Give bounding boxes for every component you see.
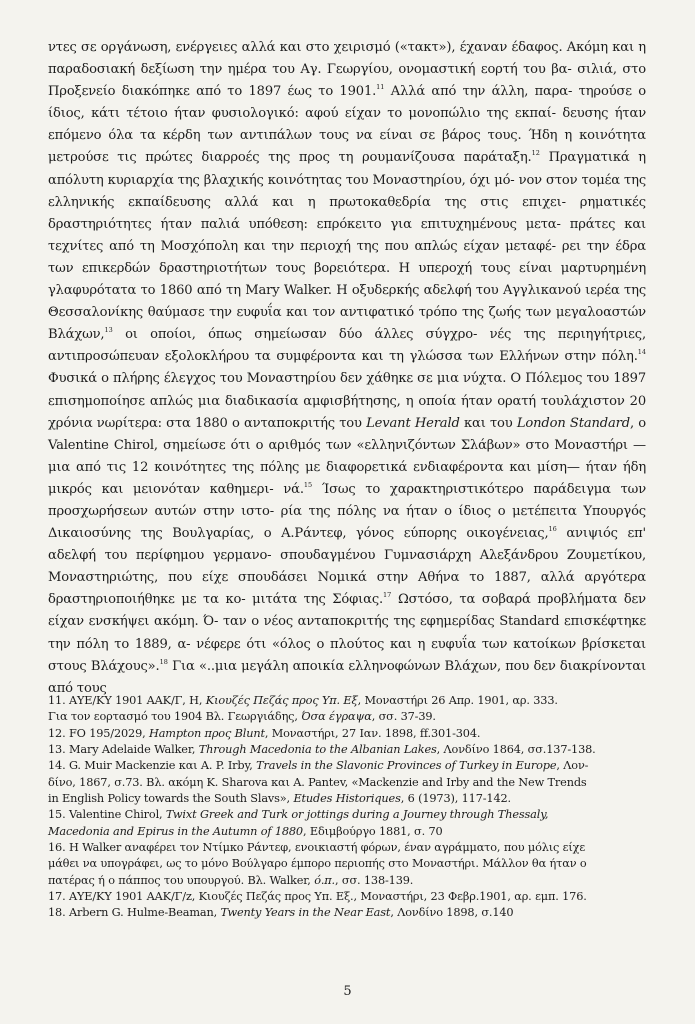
text-run: , Λονδίνο 1898, σ.140 (390, 906, 514, 920)
text-run: πατέρας ή ο πάππος του υπουργού. Βλ. Walker, (48, 873, 315, 887)
footnote-line (48, 906, 513, 919)
footnote-reference: 12 (531, 149, 540, 158)
footnote (48, 905, 648, 921)
body-line (48, 40, 608, 55)
italic-text: Κιουζές Πεζάς προς Υπ. Εξ (205, 694, 358, 707)
text-run: νον στον τομέα της ελληνικής εκπαίδευσης αλλά και η πρωτοκαθεδρία της στις επιχει- (48, 172, 646, 210)
text-run: οι οποίοι, όπως σημείωσαν δύο άλλες σύγχρο- (112, 327, 478, 343)
text-run: μαρτυρημένη γλαφυρότατα το 1860 από τη Mary Walker. Η οξυδερκής αδελφή του (48, 260, 647, 299)
footnote-reference: 17 (383, 591, 392, 600)
italic-text: Travels in the Slavonic Provinces of Turkey in Europe (256, 759, 557, 773)
text-run: Ωστόσο, τα σοβαρά προβλήματα δεν είχαν ενσκήψει ακόμη. Ό- (48, 592, 646, 630)
text-run: , 6 (1973), 117-142. (400, 792, 511, 806)
footnotes (48, 693, 648, 922)
text-run: ρία της πόλης να ήταν ο ίδιος ο μετέπειτα Υπουργός Δικαιοσύνης της Βουλγαρίας, ο (48, 503, 646, 542)
footnote (48, 726, 648, 742)
text-run: ρηματικές δραστηριότητες ήταν παλιά υπόθεση: επρόκειτο για επιτυχημένους μετα- (48, 194, 646, 232)
italic-text: Twixt Greek and Turk or jottings during a Journey through Thessaly, (165, 808, 549, 822)
text-run: και του (459, 415, 517, 431)
text-run: δίνο, 1867, σ.73. Βλ. ακόμη K. Sharova και A. Pantev, «Mackenzie and Irby and the New Trends (48, 775, 587, 789)
text-run: ανιψιός επ' αδελφή του περίφημου γερμανο- (48, 526, 647, 564)
text-run: , Μοναστήρι, 27 Ιαν. 1898, ff.301-304. (264, 726, 481, 740)
italic-text: Levant Herald (366, 415, 460, 431)
footnote-line (48, 890, 587, 903)
italic-text: Twenty Years in the Near East (220, 906, 391, 920)
footnote-reference: 16 (548, 525, 557, 534)
footnote (48, 840, 648, 889)
text-run: Αλλά από την άλλη, παρα- (384, 84, 573, 100)
text-run: ντες σε οργάνωση, ενέργειες αλλά και στο χειρισμό («τακτ»), έχαναν έδαφος. Ακόμη (48, 40, 608, 55)
italic-text: Macedonia and Epirus in the Autumn of 1880 (48, 824, 303, 838)
text-run: μια νύχτα. Ο Πόλεμος του 1897 επισημοποίησε απλώς μια διαδικασία αμφισβήτησης, (48, 371, 646, 409)
text-run: των «ελληνιζόντων Σλάβων» στο Μοναστήρι —μια από τις 12 κοινότητες της πόλης (48, 437, 646, 475)
footnote-line (48, 776, 587, 789)
text-run: σπουδαγμένου Γυμνασιάρχη Αλεξάνδρου Ζουμετίκου, Μοναστηριώτης, που είχε (48, 548, 646, 586)
footnote-reference: 11 (376, 83, 385, 92)
text-run: 13. Mary Adelaide Walker, (48, 743, 199, 757)
footnote-line (48, 727, 480, 740)
text-run: τηρούσε ο ίδιος, κάτι τέτοιο ήταν φυσιολογικό: αφού είχαν το μονοπώλιο της εκπαί- (48, 84, 647, 122)
italic-text: ό.π. (314, 873, 335, 887)
text-run: μάθει να υπογράφει, ως το μόνο Βούλγαρο έμπορο περιοπής στο Μοναστήρι. Μάλλον θα ήταν ο (48, 857, 587, 871)
text-run: ταν ο νέος ανταποκριτής της εφημερίδας Standard επισκέφτηκε την πόλη το 1889, α- (48, 614, 646, 652)
footnote-line (48, 792, 511, 805)
text-run: , Λον- (556, 759, 589, 773)
text-run: νές της περιηγήτριες, αντιπροσώπευαν εξολοκλήρου τα συμφέροντα και τη γλώσσα (48, 327, 647, 365)
text-run: με διαφορετικά ενδιαφέροντα και μίση— ήταν ήδη μικρός και μειονόταν καθημερι- (48, 459, 647, 497)
footnote-line (48, 825, 443, 838)
text-run: 11. ΑΥΕ/ΚΥ 1901 ΑΑΚ/Γ, Η, (48, 694, 206, 707)
italic-text: Etudes Historiques (293, 792, 401, 806)
text-run: , σσ. 138-139. (335, 873, 414, 887)
text-run: in English Policy towards the South Slavs», (48, 792, 294, 806)
text-run: 12. FO 195/2029, (48, 726, 149, 740)
text-run: , Λονδίνο 1864, σσ.137-138. (436, 743, 596, 757)
italic-text: Όσα έγραψα (301, 710, 372, 724)
text-run: και η παραδοσιακή δεξίωση την ημέρα του Αγ. Γεωργίου, ονομαστική εορτή του βα- (48, 40, 646, 78)
footnote-reference: 15 (303, 480, 313, 489)
text-run: δευσης ήταν επόμενο όλα τα κέρδη των αντιπάλων τους να είναι σε βάρος τους. Ήδη (48, 106, 647, 144)
footnote-line (48, 874, 413, 887)
text-run: , Μοναστήρι 26 Απρ. 1901, αρ. 333. (357, 694, 558, 707)
text-run: Πραγματικά η απόλυτη κυριαρχία της βλαχικής κοινότητας του Μοναστηρίου, όχι μό- (48, 150, 647, 188)
page-number: 5 (343, 984, 352, 999)
text-run: , ο Valentine Chirol, σημείωσε ότι ο αριθμός (48, 415, 647, 453)
footnote (48, 758, 648, 807)
text-run: 18. Arbern G. Hulme-Beaman, (48, 906, 221, 920)
footnote (48, 807, 648, 840)
text-run: , σσ. 37-39. (371, 710, 436, 724)
text-run: πράτες και τεχνίτες από τη Μοσχόπολη και την περιοχή της που απλώς είχαν μεταφέ- (48, 216, 646, 254)
text-run: Αγγλικανού ιερέα της Θεσσαλονίκης θαύμασε την ευφυΐα και τον αντιφατικό τρόπο (48, 283, 647, 321)
footnote-line (48, 808, 548, 821)
footnote-line (48, 841, 585, 854)
italic-text: London Standard (516, 415, 631, 431)
footnote (48, 742, 648, 758)
text-run: της ζωής των μεγαλοαστών Βλάχων, (48, 305, 646, 343)
text-run: η οποία ήταν ορατή τουλάχιστον 20 χρόνια νωρίτερα: στα 1880 ο ανταποκριτής του (48, 393, 647, 431)
text-run: Α.Ράντεφ, γόνος εύπορης οικογένειας, (281, 526, 549, 542)
text-run: Για τον εορτασμό του 1904 Βλ. Γεωργιάδης, (48, 710, 302, 724)
text-run: 17. ΑΥΕ/ΚΥ 1901 ΑΑΚ/Γ/z, Κιουζές Πεζάς προς Υπ. Εξ., Μοναστήρι, 23 Φεβρ.1901, αρ. εμπ. 176. (48, 890, 587, 904)
text-run: των Ελλήνων στην πόλη. (468, 349, 638, 365)
text-run: μιτάτα της Σόφιας. (252, 592, 384, 608)
text-run: , Εδιμβούργο 1881, σ. 70 (302, 824, 443, 838)
text-run: Για «..μια μεγάλη αποικία ελληνοφώνων Βλάχων, που δεν διακρίνονται από τους (48, 658, 646, 696)
italic-text: Through Macedonia to the Albanian Lakes (198, 743, 437, 757)
text-run: σιλιά, στο Προξενείο διακόπηκε από το 1897 έως το 1901. (48, 62, 646, 100)
body-text (48, 37, 646, 700)
text-run: Ίσως το χαρακτηριστικότερο παράδειγμα των προσχωρήσεων αυτών στην ιστο- (48, 481, 647, 519)
body-paragraph (48, 37, 646, 700)
footnote-line (48, 857, 587, 870)
footnote-line (48, 743, 596, 756)
text-run: 16. Η Walker αναφέρει τον Ντίμκο Ράντεφ, ενοικιαστή φόρων, έναν αγράμματο, που μόλις είχε (48, 841, 586, 855)
footnote-reference: 18 (159, 657, 168, 666)
footnote-line (48, 694, 558, 707)
footnote (48, 693, 648, 726)
text-run: η κοινότητα μετρούσε τις πρώτες διαρροές της προς τη ρουμανίζουσα παράταξη. (48, 128, 647, 166)
footnote (48, 889, 648, 905)
text-run: ρει την έδρα των επικερδών δραστηριοτήτων τους βορειότερα. Η υπεροχή τους είναι (48, 238, 646, 276)
text-run: Φυσικά ο πλήρης έλεγχος του Μοναστηρίου δεν χάθηκε σε (48, 371, 433, 387)
text-run: 15. Valentine Chirol, (48, 808, 166, 822)
footnote-line (48, 759, 588, 772)
footnote-reference: 14 (637, 348, 646, 357)
text-run: σπουδάσει Νομικά στην Αθήνα το 1887, αλλά αργότερα δραστηριοποιήθηκε με τα κο- (48, 570, 647, 608)
footnote-line (48, 710, 436, 723)
footnote-reference: 13 (104, 326, 113, 335)
text-run: νέφερε ότι «όλος ο πλούτος και η ευφυΐα των κατοίκων βρίσκεται στους Βλάχους». (48, 636, 646, 674)
italic-text: Hampton προς Blunt (149, 726, 265, 740)
text-run: νά. (283, 481, 304, 497)
text-run: 14. G. Muir Mackenzie και A. P. Irby, (48, 759, 257, 773)
